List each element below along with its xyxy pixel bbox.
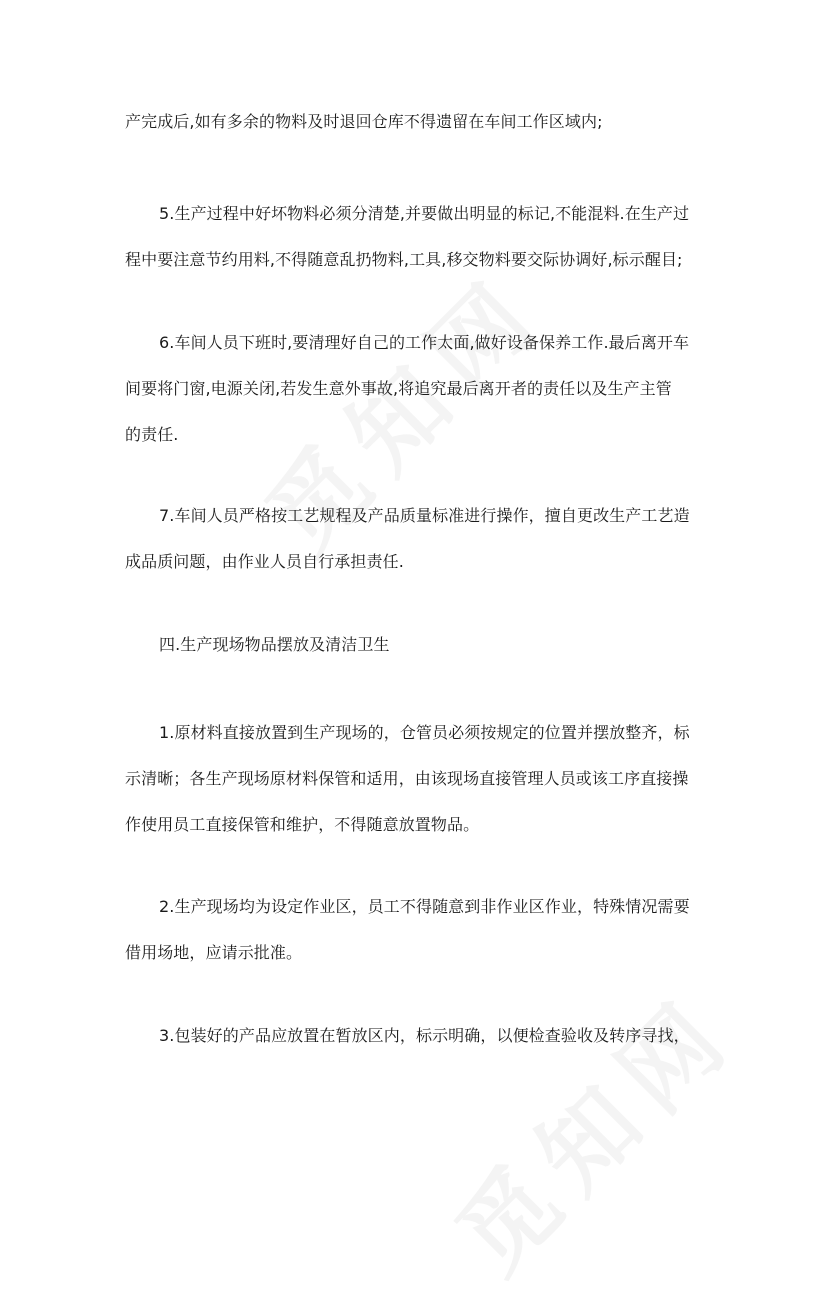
paragraph-4-3 (125, 1013, 725, 1059)
text-line: 产完成后,如有多余的物料及时退回仓库不得遗留在车间工作区域内; (125, 112, 603, 131)
paragraph-4-1 (125, 710, 725, 848)
paragraph-item-6 (125, 320, 725, 458)
section-heading (125, 622, 725, 668)
text-line: 示清晰；各生产现场原材料保管和适用，由该现场直接管理人员或该工序直接操 (125, 769, 689, 788)
paragraph-item-5 (125, 191, 725, 283)
text-line: 2.生产现场均为设定作业区，员工不得随意到非作业区作业，特殊情况需要 (159, 897, 690, 916)
paragraph-item-7 (125, 493, 725, 585)
text-line: 成品质问题，由作业人员自行承担责任. (125, 552, 404, 571)
text-line: 四.生产现场物品摆放及清洁卫生 (159, 635, 390, 654)
text-line: 的责任. (125, 425, 179, 444)
text-line: 7.车间人员严格按工艺规程及产品质量标准进行操作，擅自更改生产工艺造 (159, 506, 690, 525)
paragraph-continuation (125, 99, 725, 145)
text-line: 程中要注意节约用料,不得随意乱扔物料,工具,移交物料要交际协调好,标示醒目; (125, 250, 683, 269)
watermark-text (422, 959, 761, 1298)
text-line: 借用场地，应请示批准。 (125, 943, 303, 962)
text-line: 作使用员工直接保管和维护，不得随意放置物品。 (125, 815, 480, 834)
text-line: 间要将门窗,电源关闭,若发生意外事故,将追究最后离开者的责任以及生产主管 (125, 379, 672, 398)
text-line: 1.原材料直接放置到生产现场的，仓管员必须按规定的位置并摆放整齐，标 (159, 723, 690, 742)
text-line: 5.生产过程中好坏物料必须分清楚,并要做出明显的标记,不能混料.在生产过 (159, 204, 690, 223)
text-line: 3.包装好的产品应放置在暂放区内，标示明确，以便检查验收及转序寻找， (159, 1026, 690, 1045)
paragraph-4-2 (125, 884, 725, 976)
text-line: 6.车间人员下班时,要清理好自己的工作太面,做好设备保养工作.最后离开车 (159, 333, 690, 352)
